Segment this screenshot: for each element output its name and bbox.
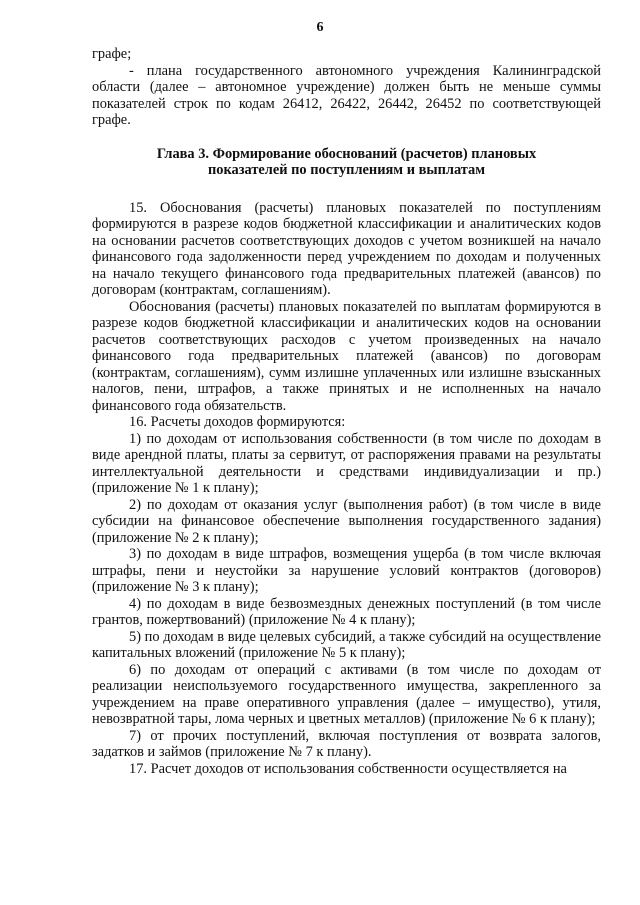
- list-item: 7) от прочих поступлений, включая поступления от возврата залогов, задатков и займов (приложение № 7 к плану).: [92, 727, 601, 760]
- document-body: [92, 46, 601, 777]
- chapter-heading-line: Глава 3. Формирование обоснований (расчетов) плановых: [156, 145, 537, 162]
- list-item: 6) по доходам от операций с активами (в том числе по доходам от реализации неиспользуемого государственного имущества, закрепленного за учреждением на праве оперативного управления (далее – имущество), утиля, невозвратной тары, лома черных и цветных металлов) (приложение № 6 к плану);: [92, 661, 601, 727]
- paragraph: 17. Расчет доходов от использования собственности осуществляется на: [129, 760, 567, 777]
- chapter-heading-line: показателей по поступлениям и выплатам: [207, 162, 486, 178]
- paragraph: 15. Обоснования (расчеты) плановых показателей по поступлениям формируются в разрезе кодов бюджетной классификации и аналитических кодов на основании расчетов соответствующих доходов с учетом возникшей на начало финансового года задолженности перед учреждением по доходам и полученных на начало текущего финансового года предварительных платежей (авансов) по договорам (контрактам, соглашениям).: [92, 199, 601, 298]
- list-item: 4) по доходам в виде безвозмездных денежных поступлений (в том числе грантов, пожертвований) (приложение № 4 к плану);: [92, 595, 601, 628]
- paragraph: 16. Расчеты доходов формируются:: [129, 414, 346, 430]
- paragraph: графе;: [92, 46, 132, 62]
- chapter-heading: [92, 146, 601, 179]
- list-item: 5) по доходам в виде целевых субсидий, а также субсидий на осуществление капитальных вложений (приложение № 5 к плану);: [92, 628, 601, 661]
- paragraph: - плана государственного автономного учреждения Калининградской области (далее – автономное учреждение) должен быть не меньше суммы показателей строк по кодам 26412, 26422, 26442, 26452 по соответствующей графе.: [92, 62, 601, 128]
- paragraph: Обоснования (расчеты) плановых показателей по выплатам формируются в разрезе кодов бюджетной классификации и аналитических кодов на основании расчетов соответствующих расходов с учетом произведенных на начало финансового года предварительных платежей (авансов) по договорам (контрактам, соглашениям), сумм излишне уплаченных или излишне взысканных налогов, пени, штрафов, а также принятых и не исполненных на начало финансового года обязательств.: [92, 298, 601, 414]
- list-item: 1) по доходам от использования собственности (в том числе по доходам в виде арендной платы, платы за сервитут, от распоряжения правами на результаты интеллектуальной деятельности и средствами индивидуализации и пр.) (приложение № 1 к плану);: [92, 430, 601, 496]
- list-item: 3) по доходам в виде штрафов, возмещения ущерба (в том числе включая штрафы, пени и неустойки за нарушение условий контрактов (договоров) (приложение № 3 к плану);: [92, 546, 601, 595]
- list-item: 2) по доходам от оказания услуг (выполнения работ) (в том числе в виде субсидии на финансовое обеспечение выполнения государственного задания) (приложение № 2 к плану);: [92, 496, 601, 546]
- page-number: 6: [316, 20, 324, 35]
